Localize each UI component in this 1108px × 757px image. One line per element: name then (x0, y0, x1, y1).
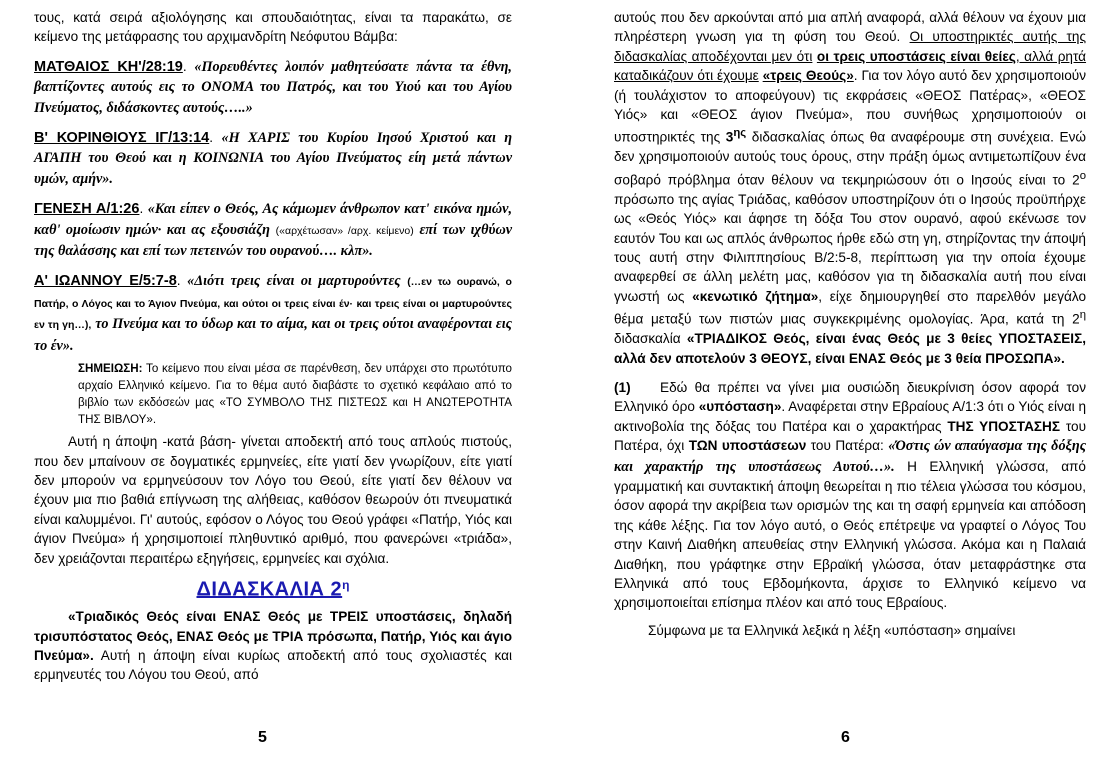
footnote-marker: (1) (614, 379, 631, 395)
verse-note: («αρχέτωσαν» /αρχ. κείμενο) (275, 224, 414, 237)
verse-text: «Πορευθέντες λοιπόν μαθητεύσατε πάντα τα έθνη, βαπτίζοντες αυτούς εις το ΟΝΟΜΑ του Πατρός, και του Υιού και του Αγίου Πνεύματος, διδάσκοντες αυτούς…..» (34, 58, 512, 116)
body-paragraph: (1) Εδώ θα πρέπει να γίνει μια ουσιώδη διευκρίνιση όσον αφορά τον Ελληνικό όρο «υπόσταση». Αναφέρεται στην Εβραίους Α/1:3 ότι ο Υιός είναι η ακτινοβολία της δόξας του Πατέρα και ο χαρακτήρας ΤΗΣ ΥΠΟΣΤΑΣΗΣ του Πατέρα, όχι ΤΩΝ υποστάσεων του Πατέρα: «Όστις ών απαύγασμα της δόξης και χαρακτήρ της υποστάσεως Αυτού…». Η Ελληνική γλώσσα, από γραμματική και συντακτική άποψη θεωρείται η πιο τέλεια γλώσσα του κόσμου, όσον αφορά την ακρίβεια των ορισμών της και τη σαφή ερμηνεία και απόδοση της κάθε λέξης. Για τον λόγο αυτό, ο Θεός επέτρεψε να γραφτεί ο Λόγος Του στην Καινή Διαθήκη απευθείας στην Ελληνική γλώσσα. Ακόμα και η Παλαιά Διαθήκη, που γράφτηκε στην Εβραϊκή γλώσσα, όταν μεταφράστηκε στα Ελληνικά από τους Εβδομήκοντα, άρχισε το Ελληνικό κείμενο να χρησιμοποιείται επίσημα πλέον και από τους Εβραίους. (614, 379, 1087, 611)
verse-text: το Πνεύμα και το ύδωρ και το αίμα, και οι τρεις ούτοι αναφέρονται εις το έν». (34, 316, 512, 354)
intro-paragraph: τους, κατά σειρά αξιολόγησης και σπουδαιότητας, είναι τα παρακάτω, σε κείμενο της μετάφρασης του αρχιμανδρίτη Νεόφυτου Βάμβα: (34, 10, 512, 45)
body-paragraph: «Τριαδικός Θεός είναι ΕΝΑΣ Θεός με ΤΡΕΙΣ υποστάσεις, δηλαδή τρισυπόστατος Θεός, ΕΝΑΣ Θεός με ΤΡΙΑ πρόσωπα, Πατήρ, Υιός και άγιο Πνεύμα». Αυτή η άποψη είναι κυρίως αποδεκτή από τους σχολιαστές και ερμηνευτές του Λόγου του Θεού, από (34, 609, 512, 683)
verse-reference[interactable]: ΓΕΝΕΣΗ Α/1:26 (34, 201, 140, 218)
verse-reference[interactable]: Β' ΚΟΡΙΝΘΙΟΥΣ ΙΓ/13:14 (34, 130, 210, 147)
section-heading: ΔΙΔΑΣΚΑΛΙΑ $2^\eta$ (196, 577, 350, 601)
verse-text: «Η ΧΑΡΙΣ του Κυρίου Ιησού Χριστού και η ΑΓΑΠΗ του Θεού και η ΚΟΙΝΩΝΙΑ του Αγίου Πνεύματος είη μετά πάντων υμών, αμήν». (34, 130, 512, 187)
body-paragraph: Σύμφωνα με τα Ελληνικά λεξικά η λέξη «υπόσταση» σημαίνει (648, 622, 1016, 638)
page-number: 5 (258, 729, 267, 746)
verse-corinthians: Β' ΚΟΡΙΝΘΙΟΥΣ ΙΓ/13:14. «Η ΧΑΡΙΣ του Κυρίου Ιησού Χριστού και η ΑΓΑΠΗ του Θεού και η ΚΟΙΝΩΝΙΑ του Αγίου Πνεύματος είη μετά πάντων υμών, αμήν». (34, 130, 512, 187)
verse-reference[interactable]: ΜΑΤΘΑΙΟΣ ΚΗ'/28:19 (34, 58, 183, 75)
verse-reference[interactable]: Α' ΙΩΑΝΝΟΥ Ε/5:7-8 (34, 273, 177, 290)
note-block (34, 360, 512, 428)
note-label: ΣΗΜΕΙΩΣΗ: (78, 362, 143, 376)
verse-text: επί των ιχθύων της θαλάσσης και επί των πετεινών του ουρανού…. κλπ». (34, 221, 512, 260)
page-number: 6 (841, 729, 850, 746)
verse-text: «Και είπεν ο Θεός, Ας κάμωμεν άνθρωπον κατ' εικόνα ημών, καθ' ομοίωσιν ημών· και ας εξουσιάζη (34, 201, 512, 238)
body-paragraph: αυτούς που δεν αρκούνται από μια απλή αναφορά, αλλά θέλουν να έχουν μια πληρέστερη γνωση για τη φύση του Θεού. Οι υποστηρικτές αυτής της διδασκαλίας αποδέχονται μεν ότι οι τρεις υποστάσεις είναι θείες, αλλά ρητά καταδικάζουν ότι έχουμε «τρεις Θεούς». Για τον λόγο αυτό δεν χρησιμοποιούν (ή τουλάχιστον το αποφεύγουν) τις εκφράσεις «ΘΕΟΣ Πατέρας», «ΘΕΟΣ Υιός» και «ΘΕΟΣ άγιον Πνεύμα», που συνήθως χρησιμοποιούν οι υποστηρικτές της $3^{\eta\varsigma}$ διδασκαλίας όπως θα αναφέρουμε στη συνέχεια. Ενώ δεν χρησιμοποιούν αυτούς τους όρους, στην πράξη όμως αντιμετωπίζουν ένα σοβαρό πρόβλημα όταν θέλουν να τεκμηριώσουν ότι ο Ιησούς είναι το $2^o$ πρόσωπο της αγίας Τριάδας, καθόσον υποστηρίζουν ότι ο Ιησούς προϋπήρχε ως «Θεός Υιός» και άφησε τη δόξα Του στον ουρανό, αφού εκένωσε τον εαυτόν Του και ως απλός άνθρωπος ήρθε εδώ στη γη, στηρίζοντας την άποψή τους αυτή στην Φιλιππησίους Β/2:5-8, περίπτωση για την οποία έχουμε αναφερθεί σε άλλη μελέτη μας, καθόσον για τη διδασκαλία αυτή που είναι γνωστή ως «κενωτικό ζήτημα», είχε δημιουργηθεί στο παρελθόν μεγάλο θέμα μεταξύ των πιστών μιας συγκεκριμένης ομολογίας. Άρα, κατά τη $2^\eta$ διδασκαλία «ΤΡΙΑΔΙΚΟΣ Θεός, είναι ένας Θεός με 3 θείες ΥΠΟΣΤΑΣΕΙΣ, αλλά δεν αποτελούν 3 ΘΕΟΥΣ, είναι ΕΝΑΣ Θεός με 3 θεία ΠΡΟΣΩΠΑ». (614, 10, 1087, 366)
verse-matthew: ΜΑΤΘΑΙΟΣ ΚΗ'/28:19. «Πορευθέντες λοιπόν μαθητεύσατε πάντα τα έθνη, βαπτίζοντες αυτούς εις το ΟΝΟΜΑ του Πατρός, και του Υιού και του Αγίου Πνεύματος, διδάσκοντες αυτούς…..» (34, 58, 512, 116)
verse-john: Α' ΙΩΑΝΝΟΥ Ε/5:7-8. «Διότι τρεις είναι οι μαρτυρούντες (…εν τω ουρανώ, ο Πατήρ, ο Λόγος και το Άγιον Πνεύμα, και ούτοι οι τρεις είναι έν· και τρεις είναι οι μαρτυρούντες εν τη γη…), το Πνεύμα και το ύδωρ και το αίμα, και οι τρεις ούτοι αναφέρονται εις το έν». (34, 273, 512, 354)
body-paragraph: Αυτή η άποψη -κατά βάση- γίνεται αποδεκτή από τους απλούς πιστούς, που δεν μπαίνουν σε δογματικές ερμηνείες, είτε γιατί δεν γνωρίζουν, είτε γιατί δεν μπορούν να ερμηνεύσουν τον Λόγο του Θεού, είτε γιατί δεν θέλουν να έχουν μια πιο βαθιά επίγνωση της αλήθειας, καθόσον θεωρούν ότι πνευματικά είναι καλυμμένοι. Γι' αυτούς, εφόσον ο Λόγος του Θεού γράφει «Πατήρ, Υιός και άγιον Πνεύμα» ή χρησιμοποιεί πληθυντικό αριθμό, που φανερώνει «τριάδα», δεν χρειάζονται περαιτέρω εξηγήσεις, ερμηνείες και σχόλια. (34, 434, 512, 566)
verse-text: «Διότι τρεις είναι οι μαρτυρούντες (187, 273, 401, 290)
verse-insertion: (…εν τω ουρανώ, ο Πατήρ, ο Λόγος και το Άγιον Πνεύμα, και ούτοι οι τρεις είναι έν· και τρεις είναι οι μαρτυρούντες εν τη γη…), (34, 276, 512, 332)
note-text: Το κείμενο που είναι μέσα σε παρένθεση, δεν υπάρχει στο πρωτότυπο αρχαίο Ελληνικό κείμενο. Για το θέμα αυτό διαβάστε το σχετικό κεφάλαιο από το βιβλίο των εκδόσεών μας «ΤΟ ΣΥΜΒΟΛΟ ΤΗΣ ΠΙΣΤΕΩΣ και Η ΑΝΩΤΕΡΟΤΗΤΑ ΤΗΣ ΒΙΒΛΟΥ». (78, 362, 512, 427)
right-page (554, 0, 1108, 757)
verse-genesis: ΓΕΝΕΣΗ Α/1:26. «Και είπεν ο Θεός, Ας κάμωμεν άνθρωπον κατ' εικόνα ημών, καθ' ομοίωσιν ημών· και ας εξουσιάζη («αρχέτωσαν» /αρχ. κείμενο) επί των ιχθύων της θαλάσσης και επί των πετεινών του ουρανού…. κλπ». (34, 201, 512, 260)
